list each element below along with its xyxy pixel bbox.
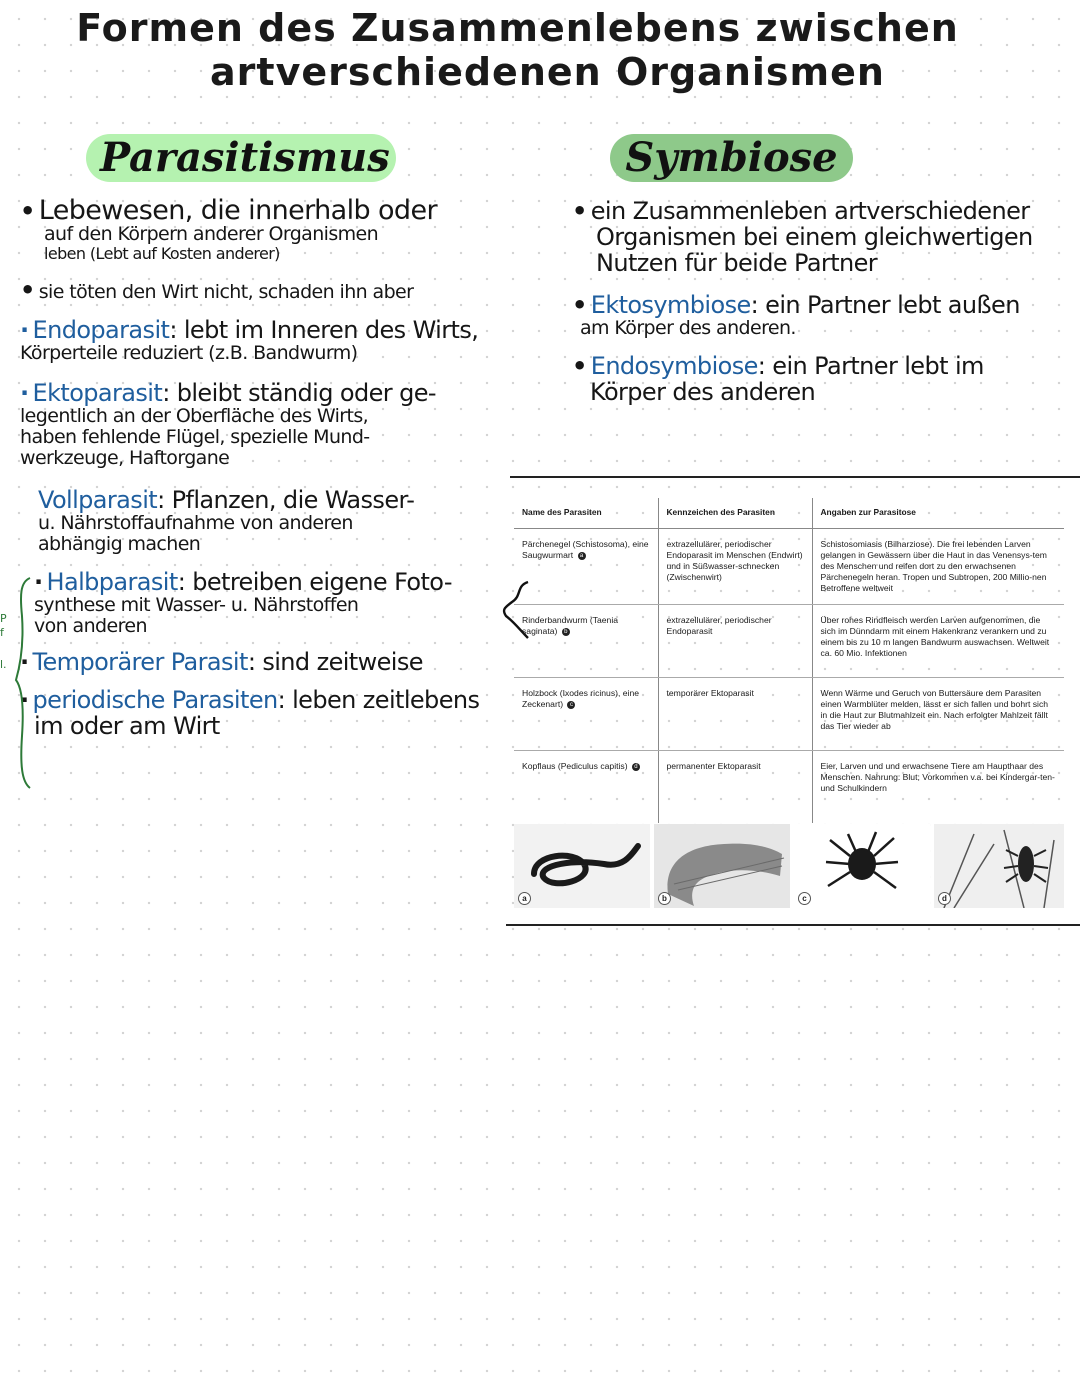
table-header-row <box>514 498 1064 529</box>
cell-angaben: Über rohes Rindfleisch werden Larven aufgenommen, die sich im Dünndarm mit einem Hakenkranz verankern und zu einem bis zu 10 m langen Bandwurm auswachsen. Weltweit ca. 60 Mio. Infektionen <box>812 605 1064 678</box>
marker-icon: c <box>567 701 575 709</box>
title-line-1: Formen des Zusammenlebens zwischen <box>76 6 959 50</box>
cell-angaben: Eier, Larven und und erwachsene Tiere am Haupthaar des Menschen. Nahrung: Blut; Vorkommen v.a. bei Kindergar-ten- und Schulkindern <box>812 751 1064 824</box>
temporaer-item: · Temporärer Parasit: sind zeitweise <box>20 648 423 676</box>
cell-kennzeichen: permanenter Ektoparasit <box>658 751 812 824</box>
temporaer-term: Temporärer Parasit <box>32 648 248 676</box>
parasite-table <box>514 498 1064 823</box>
cell-name: Kopflaus (Pediculus capitis) d <box>514 751 658 824</box>
ektosymbiose-item: • Ektosymbiose: ein Partner lebt außen am Körper des anderen. <box>572 291 1020 339</box>
table-row <box>514 751 1064 824</box>
parasitismus-definition: • Lebewesen, die innerhalb oder auf den Körpern anderer Organismen leben (Lebt auf Kosten anderer) <box>20 198 500 263</box>
symbiose-definition: • ein Zusammenleben artverschiedener Organismen bei einem gleichwertigen Nutzen für beide Partner <box>572 197 1033 277</box>
divider-bottom <box>506 924 1080 926</box>
tick-photo-icon <box>794 824 930 908</box>
header-kennzeichen: Kennzeichen des Parasiten <box>658 498 812 529</box>
endosymbiose-term: Endosymbiose <box>590 352 758 380</box>
margin-notes: P f l. <box>0 612 7 671</box>
cell-name: Rinderbandwurm (Taenia saginata) b <box>514 605 658 678</box>
symbiose-heading: Symbiose <box>610 134 853 182</box>
tapeworm-photo <box>654 824 790 908</box>
vollparasit-item: Vollparasit: Pflanzen, die Wasser- u. Nährstoffaufnahme von anderen abhängig machen <box>38 486 415 555</box>
parasitismus-notes <box>20 195 500 751</box>
wirt-note: • sie töten den Wirt nicht, schaden ihn aber <box>20 276 414 304</box>
schistosoma-photo <box>514 824 650 908</box>
marker-icon: d <box>632 763 640 771</box>
green-bracket-icon <box>14 576 32 790</box>
halbparasit-item: · Halbparasit: betreiben eigene Foto- synthese mit Wasser- u. Nährstoffen von anderen <box>34 568 452 637</box>
divider-top <box>510 476 1080 478</box>
endoparasit-item: · Endoparasit: lebt im Inneren des Wirts, Körperteile reduziert (z.B. Bandwurm) <box>20 316 479 364</box>
cell-angaben: Schistosomiasis (Bilharziose). Die frei lebenden Larven gelangen in Gewässern über die Haut in das Venensys-tem des Menschen und reifen dort zu den erwachsenen Pärchenegeln heran. Tropen und Subtropen, 200 Millio-nen Betroffene weltweit <box>812 529 1064 605</box>
halbparasit-term: Halbparasit <box>46 568 178 596</box>
title-line-2: artverschiedenen Organismen <box>210 50 885 94</box>
table-row <box>514 605 1064 678</box>
vollparasit-term: Vollparasit <box>38 486 158 514</box>
photo-label: c <box>798 892 811 905</box>
photo-label: d <box>938 892 951 905</box>
periodisch-term: periodische Parasiten <box>32 686 278 714</box>
tapeworm-photo-icon <box>654 824 790 908</box>
cell-angaben: Wenn Wärme und Geruch von Buttersäure dem Parasiten einen Warmblüter melden, lässt er sich fallen und bohrt sich in die Haut zur Blutmahlzeit ein. Nach erfolgter Mahlzeit fällt das Tier wieder ab <box>812 678 1064 751</box>
periodisch-item: · periodische Parasiten: leben zeitlebens im oder am Wirt <box>20 686 480 740</box>
schistosoma-photo-icon <box>514 824 650 908</box>
header-name: Name des Parasiten <box>514 498 658 529</box>
def-line-1: Lebewesen, die innerhalb oder <box>38 195 437 226</box>
endoparasit-term: Endoparasit <box>32 316 170 344</box>
def-line-2: auf den Körpern anderer Organismen <box>44 223 379 245</box>
louse-photo <box>934 824 1064 908</box>
table-row <box>514 678 1064 751</box>
cell-kennzeichen: temporärer Ektoparasit <box>658 678 812 751</box>
cell-name: Holzbock (Ixodes ricinus), eine Zeckenart) c <box>514 678 658 751</box>
ektoparasit-item: · Ektoparasit: bleibt ständig oder ge- legentlich an der Oberfläche des Wirts, haben fehlende Flügel, spezielle Mund- werkzeuge, Haftorgane <box>20 379 436 469</box>
def-line-3: leben (Lebt auf Kosten anderer) <box>44 244 280 263</box>
photo-label: b <box>658 892 671 905</box>
ektosymbiose-term: Ektosymbiose <box>590 291 751 319</box>
cell-kennzeichen: extrazellulärer, periodischer Endoparasit <box>658 605 812 678</box>
cell-kennzeichen: extrazellulärer, periodischer Endoparasit im Menschen (Endwirt) und in Süßwasser-schnecken (Zwischenwirt) <box>658 529 812 605</box>
parasitismus-heading: Parasitismus <box>86 134 396 182</box>
table-row <box>514 529 1064 605</box>
louse-photo-icon <box>934 824 1064 908</box>
tick-photo <box>794 824 930 908</box>
endosymbiose-item: • Endosymbiose: ein Partner lebt im Körper des anderen <box>572 352 984 406</box>
photo-label: a <box>518 892 531 905</box>
symbiose-notes <box>572 198 1072 417</box>
photo-strip <box>514 824 1064 908</box>
header-angaben: Angaben zur Parasitose <box>812 498 1064 529</box>
cell-name: Pärchenegel (Schistosoma), eine Saugwurmart a <box>514 529 658 605</box>
page-title <box>0 6 1035 94</box>
ektoparasit-term: Ektoparasit <box>32 379 163 407</box>
marker-icon: a <box>578 552 586 560</box>
marker-icon: b <box>562 628 570 636</box>
